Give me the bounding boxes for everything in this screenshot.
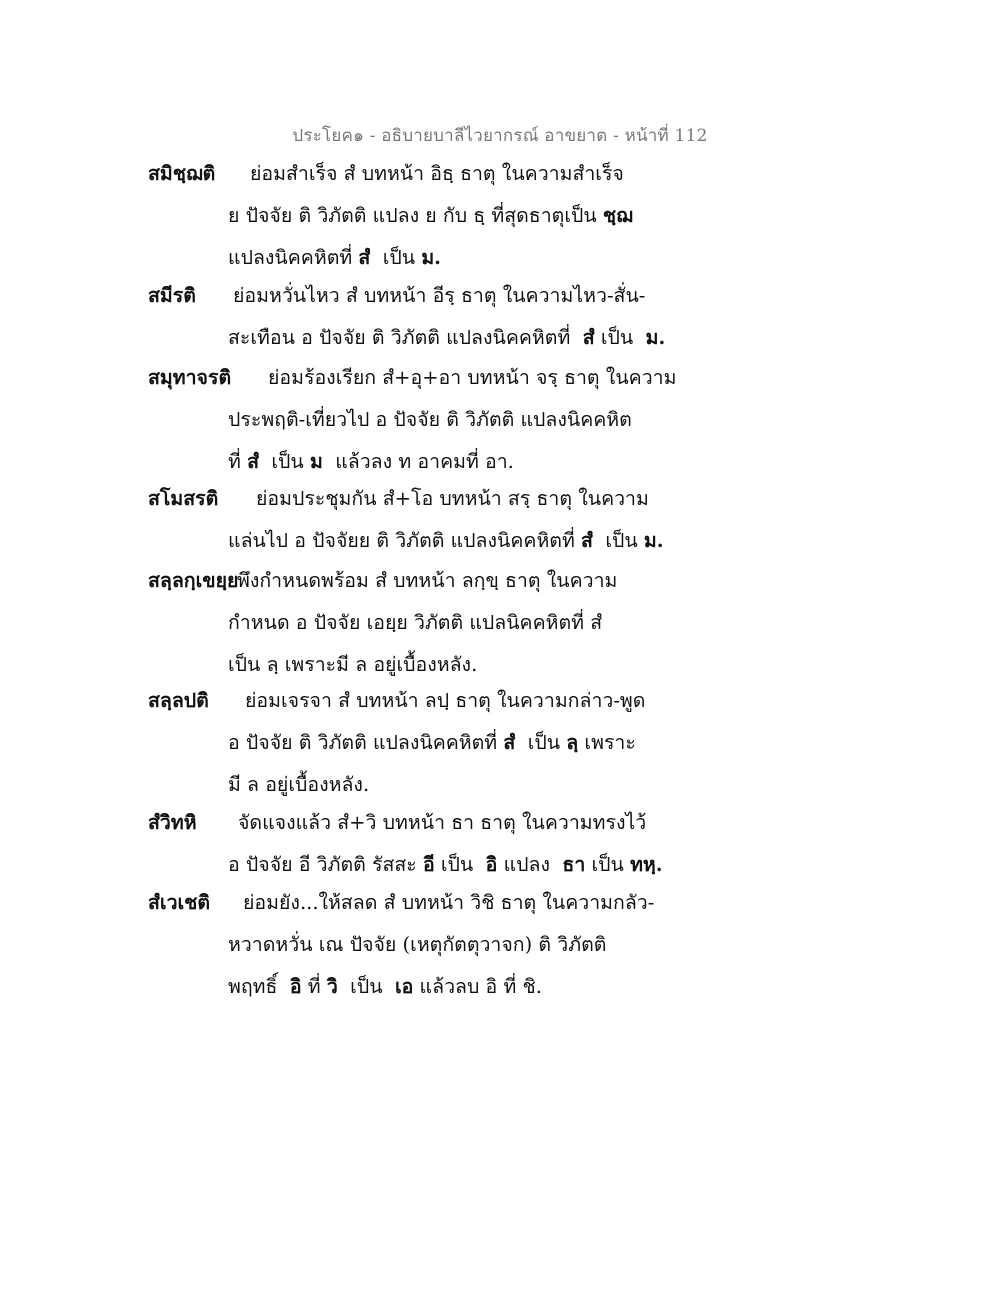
entry-line: ย ปัจจัย ติ วิภัตติ แปลง ย กับ ธฺ ที่สุดธาตุเป็น ชฺฌ <box>228 204 633 227</box>
entry-line: พฤทธิ์ อิ ที่ วิ เป็น เอ แล้วลบ อิ ที่ ชิ. <box>228 975 542 998</box>
entry-line: กำหนด อ ปัจจัย เอยฺย วิภัตติ แปลนิคคหิตที่ สํ <box>228 611 603 634</box>
entry-line: ย่อมหวั่นไหว สํ บทหน้า อีรฺ ธาตุ ในความไหว-สั่น- <box>233 284 646 307</box>
entry-line: ย่อมสำเร็จ สํ บทหน้า อิธฺ ธาตุ ในความสำเร็จ <box>250 162 624 185</box>
entry-term: สมิชฺฌติ <box>148 162 216 185</box>
entry-term: สลฺลปติ <box>148 689 209 712</box>
page-header <box>0 122 1000 149</box>
entry-term: สํเวเชติ <box>148 891 211 914</box>
entry-line: พึงกำหนดพร้อม สํ บทหน้า ลกฺขฺ ธาตุ ในความ <box>237 569 618 592</box>
entry-term: สโมสรติ <box>148 487 219 510</box>
entry-line: มี ล อยู่เบื้องหลัง. <box>228 773 370 796</box>
entry-line: เป็น ลฺ เพราะมี ล อยู่เบื้องหลัง. <box>228 653 478 676</box>
entry-line: หวาดหวั่น เณ ปัจจัย (เหตุกัตตุวาจก) ติ วิภัตติ <box>228 933 607 956</box>
entry-line: ย่อมร้องเรียก สํ+อุ+อา บทหน้า จรฺ ธาตุ ในความ <box>268 366 677 389</box>
entry-line: จัดแจงแล้ว สํ+วิ บทหน้า ธา ธาตุ ในความทรงไว้ <box>238 811 647 834</box>
entry-line: สะเทือน อ ปัจจัย ติ วิภัตติ แปลงนิคคหิตที่ สํ เป็น ม. <box>228 326 666 349</box>
entry-line: อ ปัจจัย ติ วิภัตติ แปลงนิคคหิตที่ สํ เป็น ลฺ เพราะ <box>228 731 636 754</box>
entry-term: สมีรติ <box>148 284 196 307</box>
entry-line: ย่อมเจรจา สํ บทหน้า ลปฺ ธาตุ ในความกล่าว-พูด <box>245 689 646 712</box>
page-header-text: ประโยค๑ - อธิบายบาลีไวยากรณ์ อาขยาต - หน้าที่ 112 <box>292 126 708 146</box>
entry-line: ประพฤติ-เที่ยวไป อ ปัจจัย ติ วิภัตติ แปลงนิคคหิต <box>228 408 632 431</box>
entry-line: ย่อมประชุมกัน สํ+โอ บทหน้า สรฺ ธาตุ ในความ <box>256 487 649 510</box>
entry-line: แปลงนิคคหิตที่ สํ เป็น ม. <box>228 246 441 269</box>
entry-line: แล่นไป อ ปัจจัยย ติ วิภัตติ แปลงนิคคหิตที่ สํ เป็น ม. <box>228 529 664 552</box>
entry-line: ที่ สํ เป็น ม แล้วลง ท อาคมที่ อา. <box>228 450 514 473</box>
entry-term: สลฺลกฺเขยฺย <box>148 569 239 592</box>
entry-term: สมุทาจรติ <box>148 366 232 389</box>
entry-term: สํวิทหิ <box>148 811 197 834</box>
entry-line: ย่อมยัง...ให้สลด สํ บทหน้า วิชิ ธาตุ ในความกลัว- <box>243 891 655 914</box>
entry-line: อ ปัจจัย อี วิภัตติ รัสสะ อี เป็น อิ แปลง ธา เป็น ทหฺ. <box>228 853 663 876</box>
